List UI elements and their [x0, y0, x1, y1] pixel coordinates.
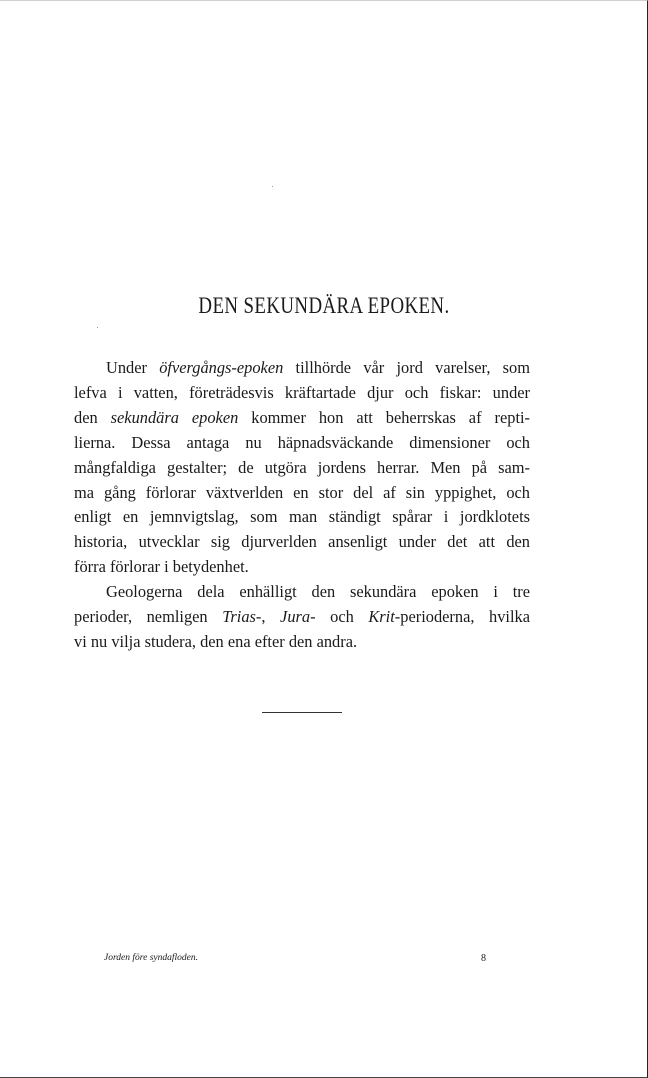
signature-mark: Jorden före syndafloden. [104, 953, 199, 963]
text-line: vi nu vilja studera, den ena efter den andra. [74, 631, 358, 651]
text-line: lierna. Dessa antaga nu häpnadsväckande dimensioner och [74, 432, 530, 452]
emphasis: Trias- [222, 607, 262, 627]
emphasis: Jura- [280, 607, 316, 627]
page-footer [104, 953, 486, 969]
paragraph-1 [74, 356, 530, 580]
text-line: Geologerna dela enhälligt den sekundära epoken i tre [106, 582, 530, 602]
text-line: lefva i vatten, företrädesvis kräftartade djur och fiskar: under [74, 382, 530, 402]
text-line: förra förlorar i betydenhet. [74, 557, 249, 577]
section-divider [262, 712, 342, 713]
page-number: 8 [481, 953, 486, 964]
emphasis: sekundära epoken [110, 407, 239, 427]
body-text [74, 356, 530, 655]
text-line: enligt en jemnvigtslag, som man ständigt spårar i jordklotets [74, 507, 530, 527]
paragraph-2 [74, 580, 530, 655]
emphasis: öfvergångs-epoken [159, 358, 284, 377]
paper-speck [272, 186, 273, 187]
paper-speck [97, 327, 98, 328]
chapter-title: DEN SEKUNDÄRA EPOKEN. [198, 293, 450, 318]
text-line: Under öfvergångs-epoken tillhörde vår jord varelser, som [106, 358, 530, 377]
text-line: den sekundära epoken kommer hon att beherrskas af repti- [74, 407, 531, 427]
text-line: ma gång förlorar växtverlden en stor del af sin yppighet, och [74, 482, 530, 502]
emphasis: Krit- [368, 607, 401, 627]
text-line: perioder, nemligen Trias-, Jura- och Krit-perioderna, hvilka [74, 607, 530, 627]
text-line: historia, utvecklar sig djurverlden ansenligt under det att den [74, 532, 530, 552]
text-line: mångfaldiga gestalter; de utgöra jordens herrar. Men på sam- [74, 457, 530, 477]
